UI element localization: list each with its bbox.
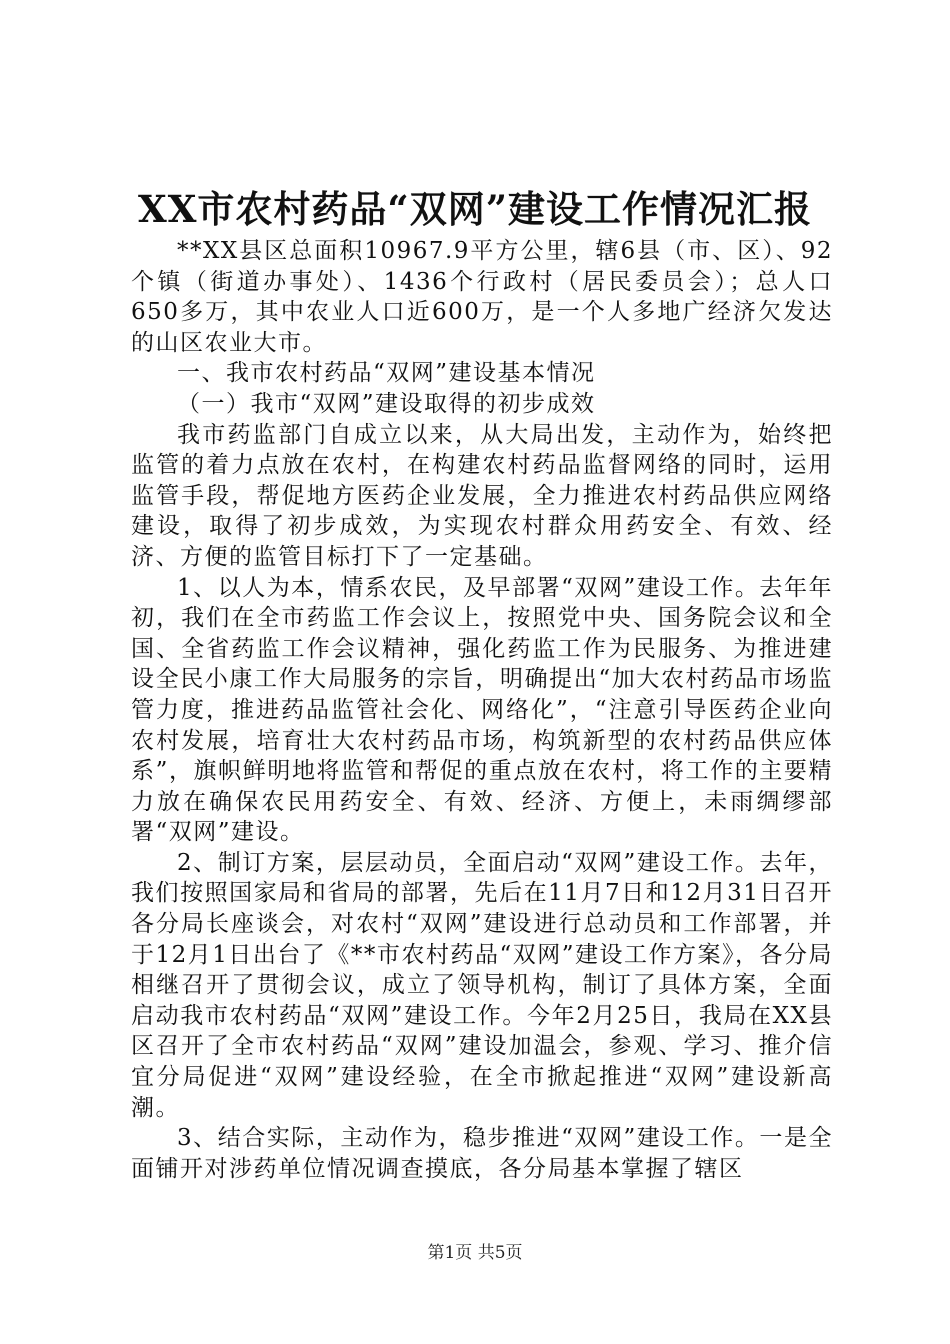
paragraph-achievements: 我市药监部门自成立以来，从大局出发，主动作为，始终把监管的着力点放在农村，在构建农村药品监督网络的同时，运用监管手段，帮促地方医药企业发展，全力推进农村药品供应网络建设，取得了初步成效，为实现农村群众用药安全、有效、经济、方便的监管目标打下了一定基础。: [131, 421, 833, 570]
section-heading-1: 一、我市农村药品“双网”建设基本情况: [177, 360, 596, 387]
page-title: XX市农村药品“双网”建设工作情况汇报: [138, 187, 812, 231]
paragraph-overview: **XX县区总面积10967.9平方公里，辖6县（市、区）、92个镇（街道办事处）、1436个行政村（居民委员会）；总人口650多万，其中农业人口近600万，是一个人多地广经济欠发达的山区农业大市。: [131, 238, 833, 356]
paragraph-item-2: 2、制订方案，层层动员，全面启动“双网”建设工作。去年，我们按照国家局和省局的部署，先后在11月7日和12月31日召开各分局长座谈会，对农村“双网”建设进行总动员和工作部署，并于12月1日出台了《**市农村药品“双网”建设工作方案》，各分局相继召开了贯彻会议，成立了领导机构，制订了具体方案，全面启动我市农村药品“双网”建设工作。今年2月25日，我局在XX县区召开了全市农村药品“双网”建设加温会，参观、学习、推介信宜分局促进“双网”建设经验，在全市掀起推进“双网”建设新高潮。: [131, 849, 833, 1121]
paragraph-item-1: 1、以人为本，情系农民，及早部署“双网”建设工作。去年年初，我们在全市药监工作会议上，按照党中央、国务院会议和全国、全省药监工作会议精神，强化药监工作为民服务、为推进建设全民小康工作大局服务的宗旨，明确提出“加大农村药品市场监管力度，推进药品监管社会化、网络化”，“注意引导医药企业向农村发展，培育壮大农村药品市场，构筑新型的农村药品供应体系”，旗帜鲜明地将监管和帮促的重点放在农村，将工作的主要精力放在确保农民用药安全、有效、经济、方便上，未雨绸缪部署“双网”建设。: [131, 574, 833, 846]
document-body: [131, 236, 833, 1184]
page-number-footer: 第1页 共5页: [427, 1243, 523, 1263]
subsection-heading-1: （一）我市“双网”建设取得的初步成效: [177, 390, 596, 417]
paragraph-item-3: 3、结合实际，主动作为，稳步推进“双网”建设工作。一是全面铺开对涉药单位情况调查摸底，各分局基本掌握了辖区: [131, 1125, 833, 1182]
